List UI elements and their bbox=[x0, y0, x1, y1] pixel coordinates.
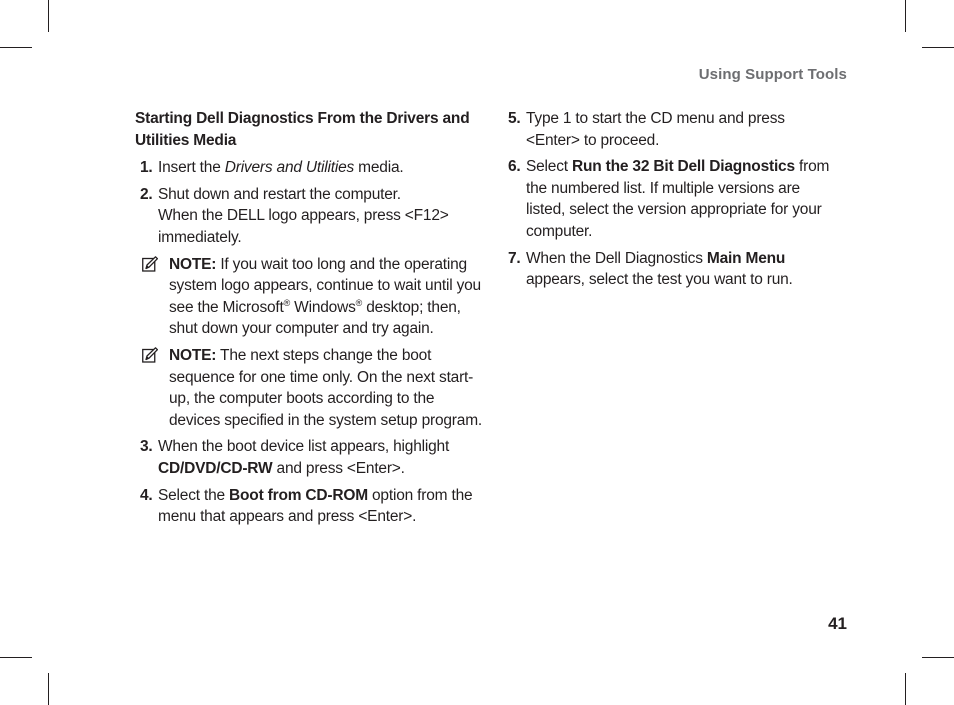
step-text: Insert the bbox=[158, 159, 225, 177]
step-number: 2. bbox=[140, 185, 153, 203]
step-text: appears, select the test you want to run. bbox=[526, 271, 793, 289]
menu-option: Boot from CD-ROM bbox=[229, 486, 368, 504]
step-text: from the numbered list. If multiple versions are listed, select the version appropriate for your computer. bbox=[526, 158, 830, 240]
step-4 bbox=[135, 485, 483, 528]
note-text: desktop; then, shut down your computer and try again. bbox=[169, 298, 461, 338]
step-6 bbox=[505, 156, 841, 242]
crop-mark-top-right-horizontal bbox=[922, 47, 954, 48]
step-text: Type 1 to start the CD menu and press <Enter> to proceed. bbox=[526, 110, 785, 149]
step-2 bbox=[135, 184, 483, 249]
pencil-note-icon bbox=[142, 347, 158, 363]
media-name: Drivers and Utilities bbox=[224, 159, 355, 177]
running-header: Using Support Tools bbox=[698, 66, 847, 83]
step-5 bbox=[505, 108, 841, 151]
menu-option: Main Menu bbox=[706, 249, 786, 267]
left-column bbox=[135, 108, 483, 533]
step-text: Select the bbox=[158, 486, 230, 504]
note-label: NOTE: bbox=[169, 255, 217, 273]
crop-mark-top-right-vertical bbox=[905, 0, 906, 32]
registered-mark: ® bbox=[283, 297, 291, 308]
step-number: 6. bbox=[508, 158, 521, 176]
crop-mark-top-left-horizontal bbox=[0, 47, 32, 48]
step-number: 5. bbox=[508, 110, 521, 127]
right-column bbox=[505, 108, 841, 296]
step-number: 1. bbox=[140, 159, 153, 177]
note-text: The next steps change the boot sequence for one time only. On the next start-up, the computer boots according to the devices specified in the system setup program. bbox=[169, 346, 483, 429]
step-number: 4. bbox=[140, 486, 153, 504]
step-text: and press <Enter>. bbox=[272, 459, 405, 477]
step-text: Shut down and restart the computer. bbox=[158, 185, 401, 203]
section-title: Starting Dell Diagnostics From the Drivers and Utilities Media bbox=[135, 110, 470, 149]
crop-mark-bottom-right-horizontal bbox=[922, 657, 954, 658]
crop-mark-top-left-vertical bbox=[48, 0, 49, 32]
step-text: Select bbox=[526, 158, 572, 176]
crop-mark-bottom-left-vertical bbox=[48, 673, 49, 705]
menu-option: CD/DVD/CD-RW bbox=[158, 459, 273, 477]
step-text: option from the menu that appears and press <Enter>. bbox=[158, 486, 473, 526]
note-text: Windows bbox=[290, 298, 356, 316]
note-label: NOTE: bbox=[169, 346, 217, 364]
step-text: When the DELL logo appears, press <F12> immediately. bbox=[158, 207, 449, 246]
step-3 bbox=[135, 436, 483, 479]
step-number: 3. bbox=[140, 438, 153, 456]
step-1 bbox=[135, 157, 483, 179]
step-text: When the Dell Diagnostics bbox=[526, 249, 707, 267]
step-text: media. bbox=[354, 159, 404, 177]
crop-mark-bottom-left-horizontal bbox=[0, 657, 32, 658]
page-number: 41 bbox=[828, 614, 847, 633]
crop-mark-bottom-right-vertical bbox=[905, 673, 906, 705]
step-text: When the boot device list appears, highlight bbox=[158, 438, 450, 456]
note-2 bbox=[135, 345, 483, 431]
menu-option: Run the 32 Bit Dell Diagnostics bbox=[572, 158, 795, 176]
step-7 bbox=[505, 248, 841, 291]
note-text: If you wait too long and the operating system logo appears, continue to wait until you see the Microsoft bbox=[169, 255, 481, 316]
note-1 bbox=[135, 254, 483, 340]
pencil-note-icon bbox=[142, 256, 158, 272]
step-number: 7. bbox=[508, 249, 521, 267]
registered-mark: ® bbox=[355, 297, 363, 308]
